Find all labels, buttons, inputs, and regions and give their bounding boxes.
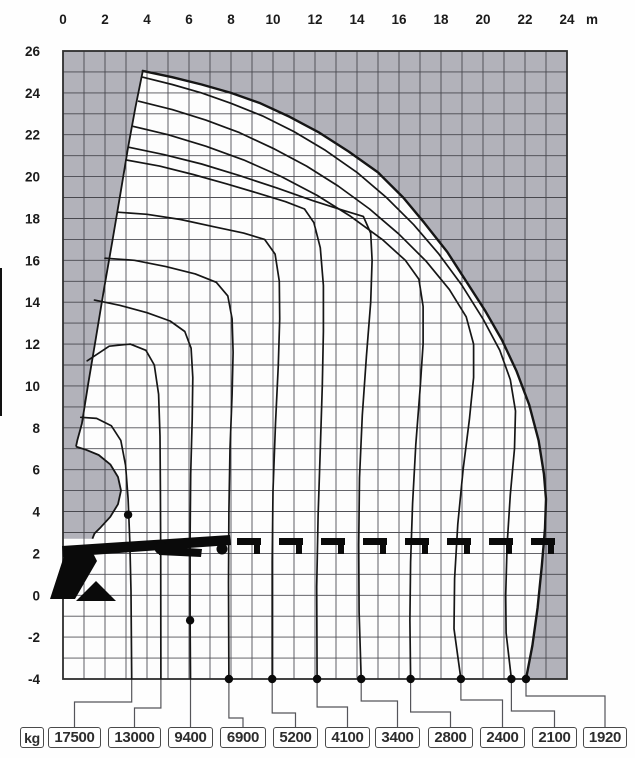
hook-line-dash — [363, 538, 387, 545]
connector-line-5200 — [272, 680, 295, 727]
x-tick-label: 20 — [475, 12, 491, 27]
hook-icon — [422, 545, 428, 554]
capacity-value: 6900 — [226, 729, 260, 746]
y-tick-label: 8 — [32, 420, 40, 436]
y-tick-label: 16 — [24, 253, 40, 269]
curve-end-dot — [357, 675, 365, 683]
x-tick-label: 8 — [227, 12, 235, 27]
capacity-box-2400 — [480, 727, 525, 748]
x-tick-label: 22 — [517, 12, 533, 27]
y-tick-label: 24 — [24, 85, 40, 101]
hook-line-dash — [279, 538, 303, 545]
curve-end-dot — [268, 675, 276, 683]
y-tick-label: 18 — [24, 211, 40, 227]
connector-line-2100 — [511, 680, 554, 727]
capacity-box-17500 — [48, 727, 101, 748]
x-tick-label: 6 — [185, 12, 193, 27]
connector-line-13000 — [135, 680, 161, 727]
x-tick-label: 2 — [101, 12, 109, 27]
hook-line-dash — [531, 538, 555, 545]
hook-icon — [254, 545, 260, 554]
curve-end-dot — [457, 675, 465, 683]
crane-knuckle-joint — [155, 542, 168, 555]
hook-icon — [506, 545, 512, 554]
capacity-box-2800 — [428, 727, 473, 748]
left-edge-artifact — [0, 268, 2, 416]
capacity-box-1920 — [583, 727, 627, 748]
y-tick-label: 22 — [24, 127, 40, 143]
y-tick-label: -2 — [27, 630, 40, 646]
x-tick-label: 4 — [143, 12, 151, 27]
connector-line-2800 — [411, 680, 451, 727]
hook-icon — [380, 545, 386, 554]
reference-dot — [124, 511, 132, 519]
curve-end-dot — [522, 675, 530, 683]
kg-unit-label: kg — [24, 729, 40, 746]
capacity-value: 2800 — [434, 729, 467, 746]
hook-icon — [296, 545, 302, 554]
curve-mid-dot — [186, 616, 194, 624]
y-tick-label: 14 — [24, 295, 40, 311]
capacity-value: 4100 — [331, 729, 364, 746]
capacity-box-6900 — [220, 727, 266, 748]
y-tick-label: 0 — [32, 588, 40, 604]
x-tick-label: 14 — [349, 12, 365, 27]
connector-line-4100 — [317, 680, 347, 727]
x-tick-label: 10 — [265, 12, 281, 27]
capacity-value: 2400 — [486, 729, 519, 746]
y-tick-label: 26 — [24, 44, 40, 59]
connector-line-1920 — [526, 680, 605, 727]
curve-end-dot — [225, 675, 233, 683]
hook-icon — [548, 545, 554, 554]
hook-icon — [464, 545, 470, 554]
capacity-value: 9400 — [174, 729, 207, 746]
curve-end-dot — [507, 675, 515, 683]
connector-line-3400 — [361, 680, 397, 727]
x-tick-label: 16 — [391, 12, 407, 27]
x-tick-label: 12 — [307, 12, 323, 27]
capacity-box-9400 — [168, 727, 213, 748]
capacity-box-3400 — [375, 727, 420, 748]
capacity-box-5200 — [273, 727, 318, 748]
x-tick-label: 0 — [59, 12, 67, 27]
hook-line-dash — [489, 538, 513, 545]
curve-end-dot — [406, 675, 414, 683]
x-axis-unit: m — [586, 12, 599, 27]
y-tick-label: 12 — [24, 337, 40, 353]
capacity-value: 17500 — [54, 729, 95, 746]
capacity-value: 5200 — [279, 729, 312, 746]
y-tick-label: 20 — [24, 169, 40, 185]
capacity-box-13000 — [108, 727, 161, 748]
curve-end-dot — [313, 675, 321, 683]
y-tick-label: -4 — [27, 671, 40, 687]
y-tick-label: 6 — [32, 462, 40, 478]
y-tick-label: 4 — [32, 504, 40, 520]
hook-line-dash — [405, 538, 429, 545]
connector-line-6900 — [229, 680, 243, 727]
capacity-value: 13000 — [114, 729, 155, 746]
hook-line-dash — [447, 538, 471, 545]
kg-unit-box — [20, 727, 44, 748]
hook-icon — [338, 545, 344, 554]
y-tick-label: 2 — [32, 546, 40, 562]
hook-line-dash — [321, 538, 345, 545]
capacity-value: 2100 — [538, 729, 571, 746]
hook-line-dash — [237, 538, 261, 545]
capacity-box-4100 — [325, 727, 370, 748]
capacity-value: 1920 — [588, 729, 622, 746]
connector-line-17500 — [75, 680, 132, 727]
crane-boom-tip — [217, 544, 228, 555]
y-tick-label: 10 — [24, 378, 40, 394]
x-tick-label: 18 — [433, 12, 449, 27]
x-tick-label: 24 — [559, 12, 575, 27]
capacity-value: 3400 — [381, 729, 414, 746]
capacity-box-2100 — [532, 727, 577, 748]
connector-line-2400 — [461, 680, 503, 727]
